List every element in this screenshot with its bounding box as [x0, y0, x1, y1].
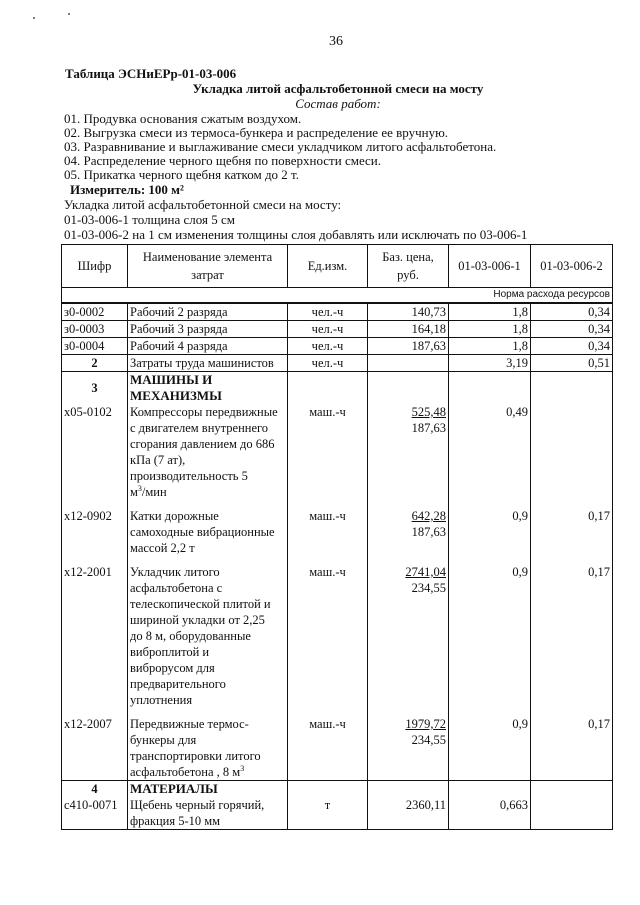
cell-v2: 0,17	[531, 716, 613, 781]
name-last: м	[130, 485, 138, 499]
cell-unit: чел.-ч	[288, 338, 368, 355]
price-main: 642,28	[411, 509, 446, 523]
cell-unit: чел.-ч	[288, 321, 368, 338]
cell-v1: 1,8	[449, 321, 531, 338]
name-line: Катки дорожные	[130, 509, 219, 523]
table-row	[62, 404, 613, 500]
header-unit: Ед.изм.	[288, 245, 368, 288]
cell-v2: 0,34	[531, 338, 613, 355]
machinist-row	[62, 355, 613, 372]
cell-v2	[531, 797, 613, 830]
cell-v1: 1,8	[449, 303, 531, 321]
table-row	[62, 508, 613, 556]
name-line: самоходные вибрационные	[130, 525, 275, 539]
cell-name: Затраты труда машинистов	[128, 355, 288, 372]
cell-unit: маш.-ч	[288, 716, 368, 781]
cell-name	[128, 508, 288, 556]
name-line: уплотнения	[130, 693, 193, 707]
table-subtitle: Укладка литой асфальтобетонной смеси на мосту	[192, 81, 484, 96]
name-line	[130, 764, 285, 780]
work-item: 03. Разравнивание и выглаживание смеси укладчиком литого асфальтобетона.	[64, 139, 497, 154]
table-row	[62, 338, 613, 355]
cell-name: Рабочий 4 разряда	[128, 338, 288, 355]
table-header-row	[62, 245, 613, 288]
header-col1: 01-03-006-1	[449, 245, 531, 288]
cell-unit: маш.-ч	[288, 564, 368, 708]
section-number: 3	[62, 372, 128, 405]
cell-unit: чел.-ч	[288, 303, 368, 321]
name-line: телескопической плитой и	[130, 597, 271, 611]
variant-1: 01-03-006-1 толщина слоя 5 см	[64, 212, 235, 227]
cell-name	[128, 716, 288, 781]
cell-v1: 0,9	[449, 716, 531, 781]
cell-unit: маш.-ч	[288, 508, 368, 556]
cell-v1: 3,19	[449, 355, 531, 372]
cell-code: х05-0102	[62, 404, 128, 500]
name-line: кПа (7 ат),	[130, 453, 186, 467]
cell-name	[128, 797, 288, 830]
name-line: транспортировки литого	[130, 749, 261, 763]
cell-price	[368, 564, 449, 708]
cell-price: 164,18	[368, 321, 449, 338]
cell-v2: 0,51	[531, 355, 613, 372]
price-main: 2741,04	[405, 565, 446, 579]
cell-price: 140,73	[368, 303, 449, 321]
header-code: Шифр	[62, 245, 128, 288]
name-line: бункеры для	[130, 733, 197, 747]
name-line: с двигателем внутреннего	[130, 421, 269, 435]
cell-name	[128, 404, 288, 500]
cell-price	[368, 404, 449, 500]
section-title: МАТЕРИАЛЫ	[128, 781, 288, 798]
cell-unit: т	[288, 797, 368, 830]
section-machines	[62, 372, 613, 405]
name-line: Передвижные термос-	[130, 717, 249, 731]
meter-label: Измеритель: 100 м²	[70, 182, 184, 197]
cell-code: з0-0004	[62, 338, 128, 355]
name-line: шириной укладки от 2,25	[130, 613, 265, 627]
price-main: 525,48	[411, 405, 446, 419]
table-row	[62, 321, 613, 338]
table-row	[62, 564, 613, 708]
name-line: массой 2,2 т	[130, 541, 195, 555]
cell-v1: 1,8	[449, 338, 531, 355]
price-secondary: 187,63	[411, 421, 446, 435]
cell-v1: 0,49	[449, 404, 531, 500]
table-row	[62, 303, 613, 321]
cell-unit: чел.-ч	[288, 355, 368, 372]
section-title: МАШИНЫ И МЕХАНИЗМЫ	[128, 372, 288, 405]
name-last: асфальтобетона , 8 м	[130, 765, 241, 779]
cell-code: х12-2001	[62, 564, 128, 708]
header-price: Баз. цена, руб.	[368, 245, 449, 288]
name-line: виброрусом для	[130, 661, 215, 675]
cell-name	[128, 564, 288, 708]
work-item: 04. Распределение черного щебня по поверхности смеси.	[64, 153, 382, 168]
variant-2: 01-03-006-2 на 1 см изменения толщины слоя добавлять или исключать по 03-006-1	[64, 227, 528, 242]
name-line: до 8 м, оборудованные	[130, 629, 251, 643]
name-line: Укладчик литого	[130, 565, 220, 579]
cell-name: Рабочий 2 разряда	[128, 303, 288, 321]
table-row	[62, 716, 613, 781]
price-main: 1979,72	[405, 717, 446, 731]
cell-v1: 0,9	[449, 564, 531, 708]
name-line: Компрессоры передвижные	[130, 405, 278, 419]
header-col2: 01-03-006-2	[531, 245, 613, 288]
cell-code: х12-2007	[62, 716, 128, 781]
name-line: асфальтобетона с	[130, 581, 223, 595]
cell-v2: 0,17	[531, 564, 613, 708]
cell-price	[368, 716, 449, 781]
work-item: 05. Прикатка черного щебня катком до 2 т.	[64, 167, 300, 182]
cell-code: с410-0071	[62, 797, 128, 830]
scan-speck	[68, 13, 70, 15]
cell-price: 2360,11	[368, 797, 449, 830]
table-row	[62, 797, 613, 830]
price-secondary: 187,63	[411, 525, 446, 539]
name-line	[130, 484, 285, 500]
cell-v2: 0,17	[531, 508, 613, 556]
name-line: виброплитой и	[130, 645, 210, 659]
name-sup: 3	[137, 483, 142, 493]
price-secondary: 234,55	[411, 733, 446, 747]
cell-v1: 0,9	[449, 508, 531, 556]
page-number: 36	[329, 34, 343, 49]
name-line: производительность 5	[130, 469, 248, 483]
cell-v2	[531, 404, 613, 500]
name-line: Щебень черный горячий,	[130, 798, 265, 812]
cell-v2: 0,34	[531, 303, 613, 321]
name-tail: /мин	[141, 485, 167, 499]
work-item: 02. Выгрузка смеси из термоса-бункера и распределение ее вручную.	[64, 125, 449, 140]
cell-v2: 0,34	[531, 321, 613, 338]
cell-name: Рабочий 3 разряда	[128, 321, 288, 338]
name-line: сгорания давлением до 686	[130, 437, 275, 451]
work-item: 01. Продувка основания сжатым воздухом.	[64, 111, 302, 126]
section-materials	[62, 781, 613, 798]
name-line: фракция 5-10 мм	[130, 814, 221, 828]
name-line: предварительного	[130, 677, 226, 691]
header-name: Наименование элемента затрат	[128, 245, 288, 288]
resource-table	[61, 244, 613, 830]
cell-unit: маш.-ч	[288, 404, 368, 500]
composition-heading: Состав работ:	[295, 96, 381, 111]
price-secondary: 234,55	[411, 581, 446, 595]
norm-label: Норма расхода ресурсов	[62, 288, 613, 304]
cell-code: з0-0003	[62, 321, 128, 338]
name-sup: 3	[240, 763, 245, 773]
cell-code: х12-0902	[62, 508, 128, 556]
cell-price	[368, 508, 449, 556]
section-number: 4	[62, 781, 128, 798]
scan-speck	[33, 17, 35, 19]
cell-code: з0-0002	[62, 303, 128, 321]
description: Укладка литой асфальтобетонной смеси на мосту:	[64, 197, 342, 212]
cell-price	[368, 355, 449, 372]
cell-v1: 0,663	[449, 797, 531, 830]
table-title: Таблица ЭСНиЕРр-01-03-006	[65, 66, 237, 81]
cell-price: 187,63	[368, 338, 449, 355]
cell-code: 2	[62, 355, 128, 372]
